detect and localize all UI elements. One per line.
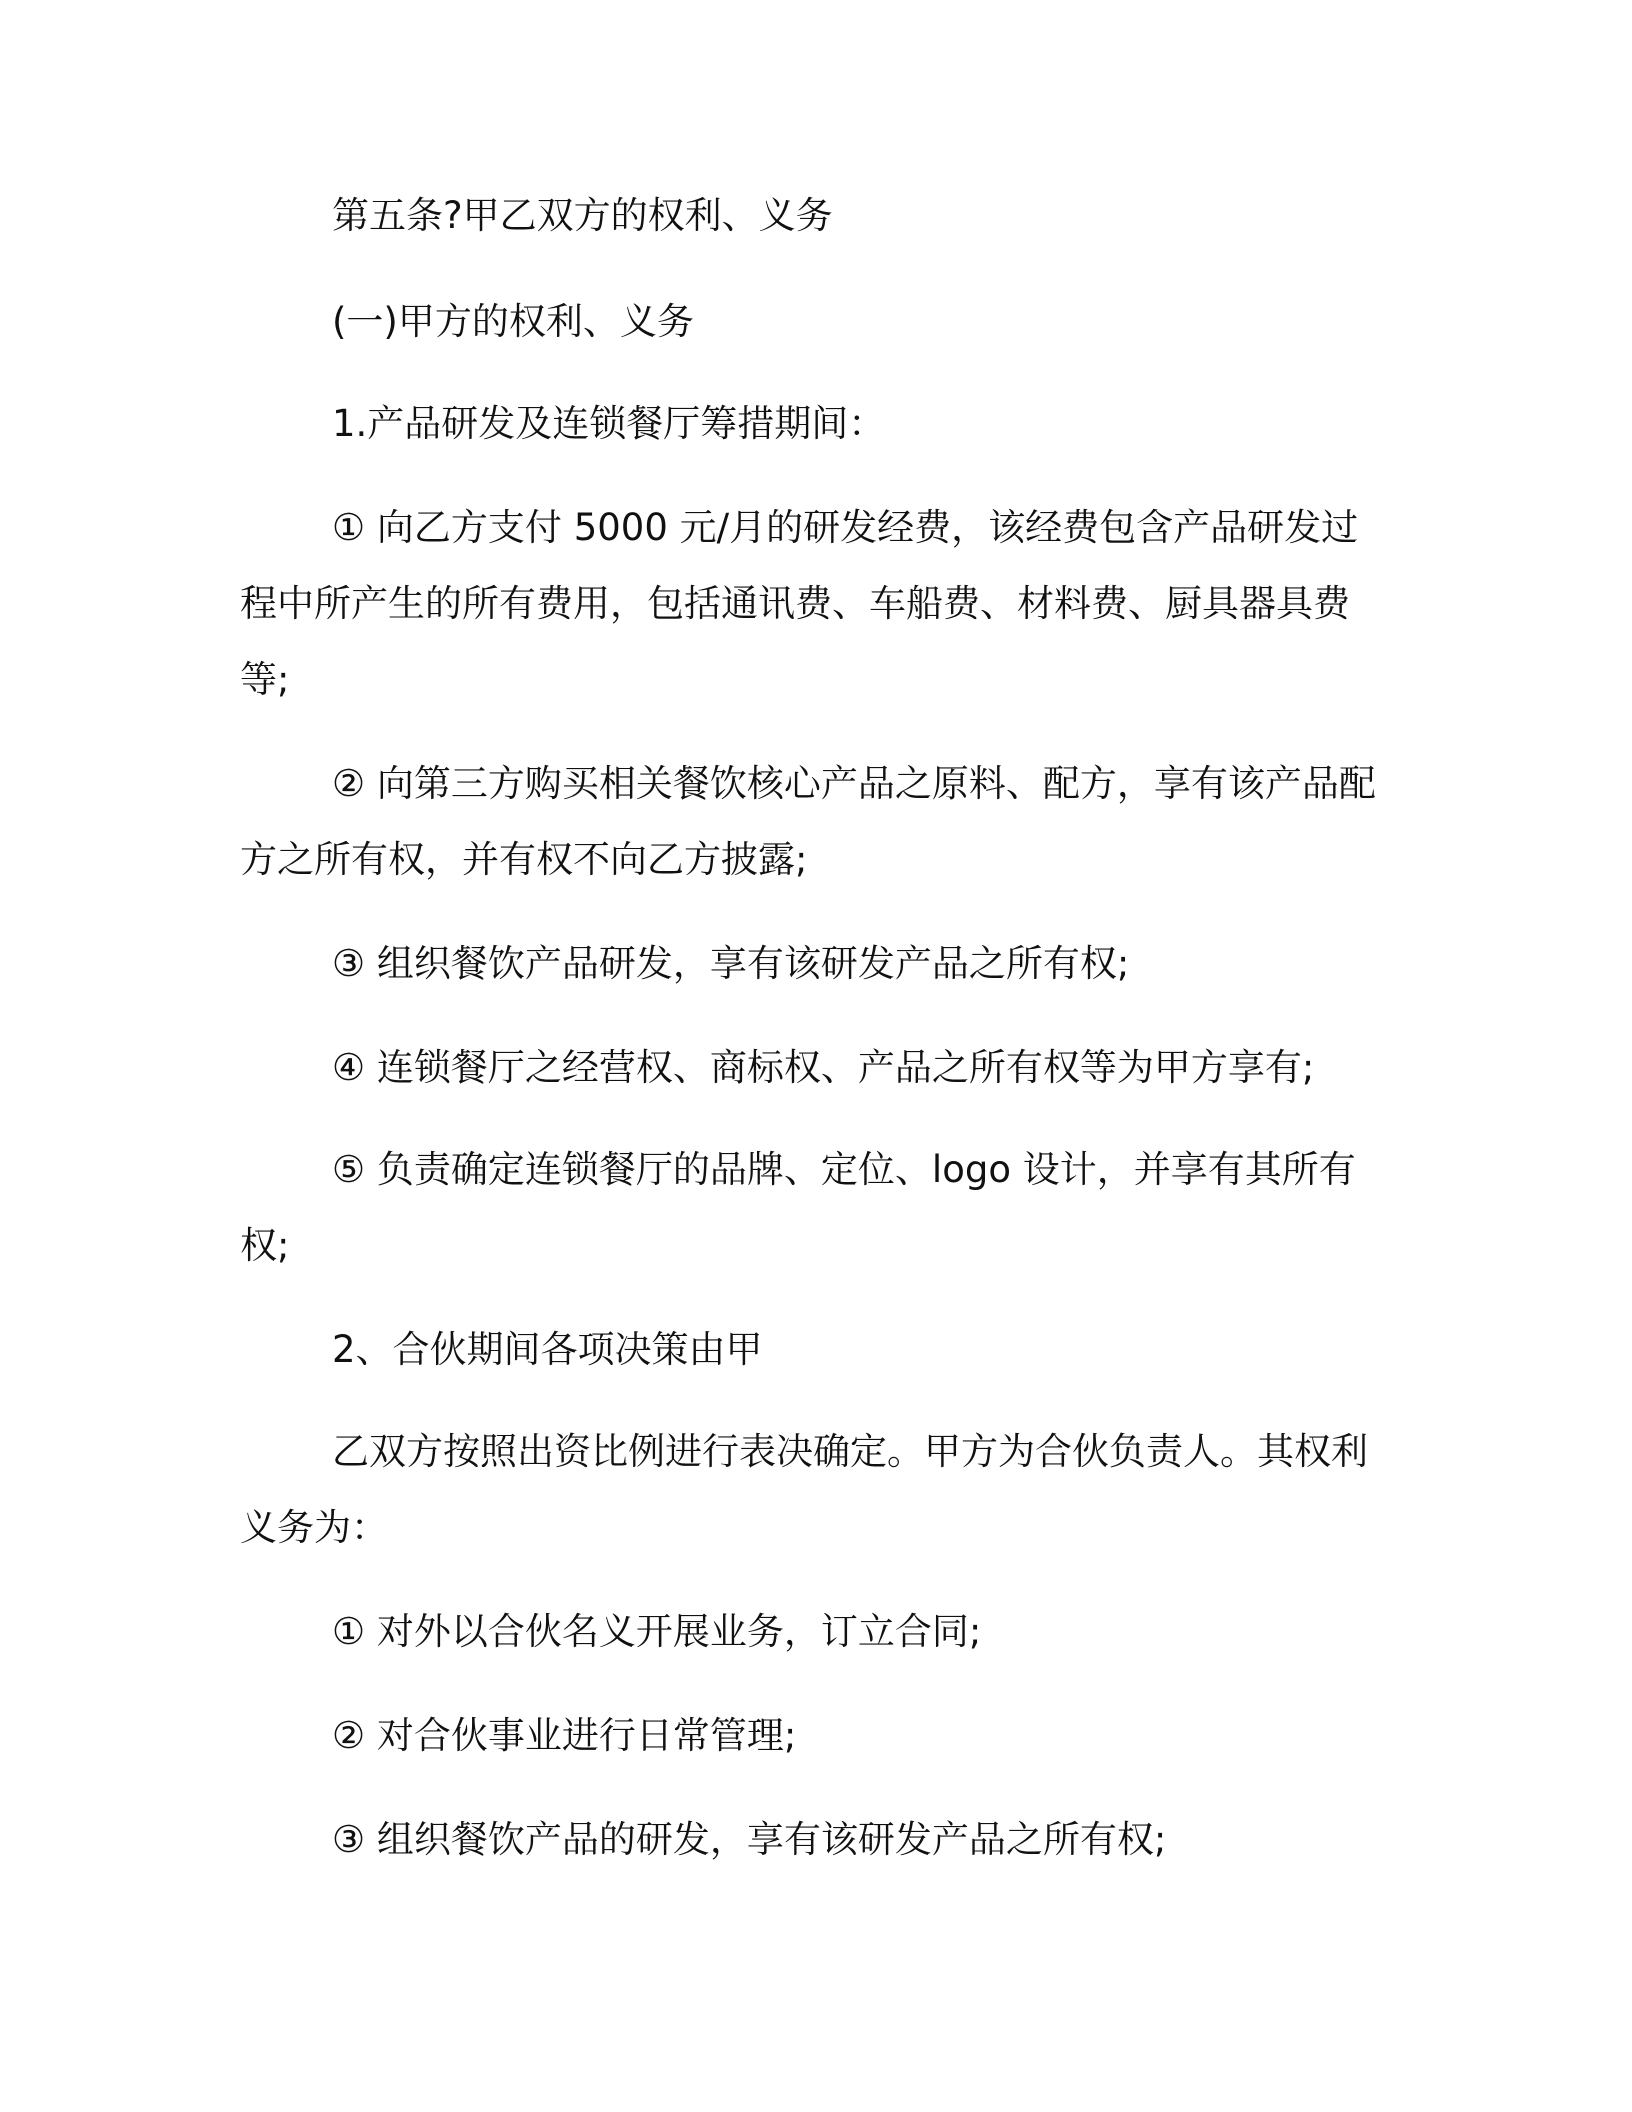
item-5-line-1: ⑤ 负责确定连锁餐厅的品牌、定位、logo 设计，并享有其所有 (332, 1148, 1356, 1191)
duty-item-2: ② 对合伙事业进行日常管理; (332, 1714, 797, 1757)
clause-2-heading: 2、合伙期间各项决策由甲 (332, 1328, 763, 1371)
duty-item-1: ① 对外以合伙名义开展业务，订立合同; (332, 1610, 982, 1653)
article-heading: 第五条?甲乙双方的权利、义务 (332, 194, 833, 237)
item-2-line-1: ② 向第三方购买相关餐饮核心产品之原料、配方，享有该产品配 (332, 762, 1376, 805)
duty-item-3: ③ 组织餐饮产品的研发，享有该研发产品之所有权; (332, 1818, 1167, 1861)
section-heading-party-a: (一)甲方的权利、义务 (332, 300, 694, 343)
clause-1-heading: 1.产品研发及连锁餐厅筹措期间： (332, 402, 886, 445)
item-2-line-2: 方之所有权，并有权不向乙方披露; (240, 838, 808, 881)
item-1-line-1: ① 向乙方支付 5000 元/月的研发经费，该经费包含产品研发过 (332, 506, 1359, 549)
clause-2-body-line-2: 义务为： (240, 1506, 388, 1549)
item-1-line-2: 程中所产生的所有费用，包括通讯费、车船费、材料费、厨具器具费 (240, 582, 1350, 625)
item-1-line-3: 等; (240, 658, 290, 701)
item-5-line-2: 权; (240, 1224, 290, 1267)
item-4: ④ 连锁餐厅之经营权、商标权、产品之所有权等为甲方享有; (332, 1046, 1315, 1089)
item-3: ③ 组织餐饮产品研发，享有该研发产品之所有权; (332, 942, 1130, 985)
clause-2-body-line-1: 乙双方按照出资比例进行表决确定。甲方为合伙负责人。其权利 (332, 1430, 1368, 1473)
